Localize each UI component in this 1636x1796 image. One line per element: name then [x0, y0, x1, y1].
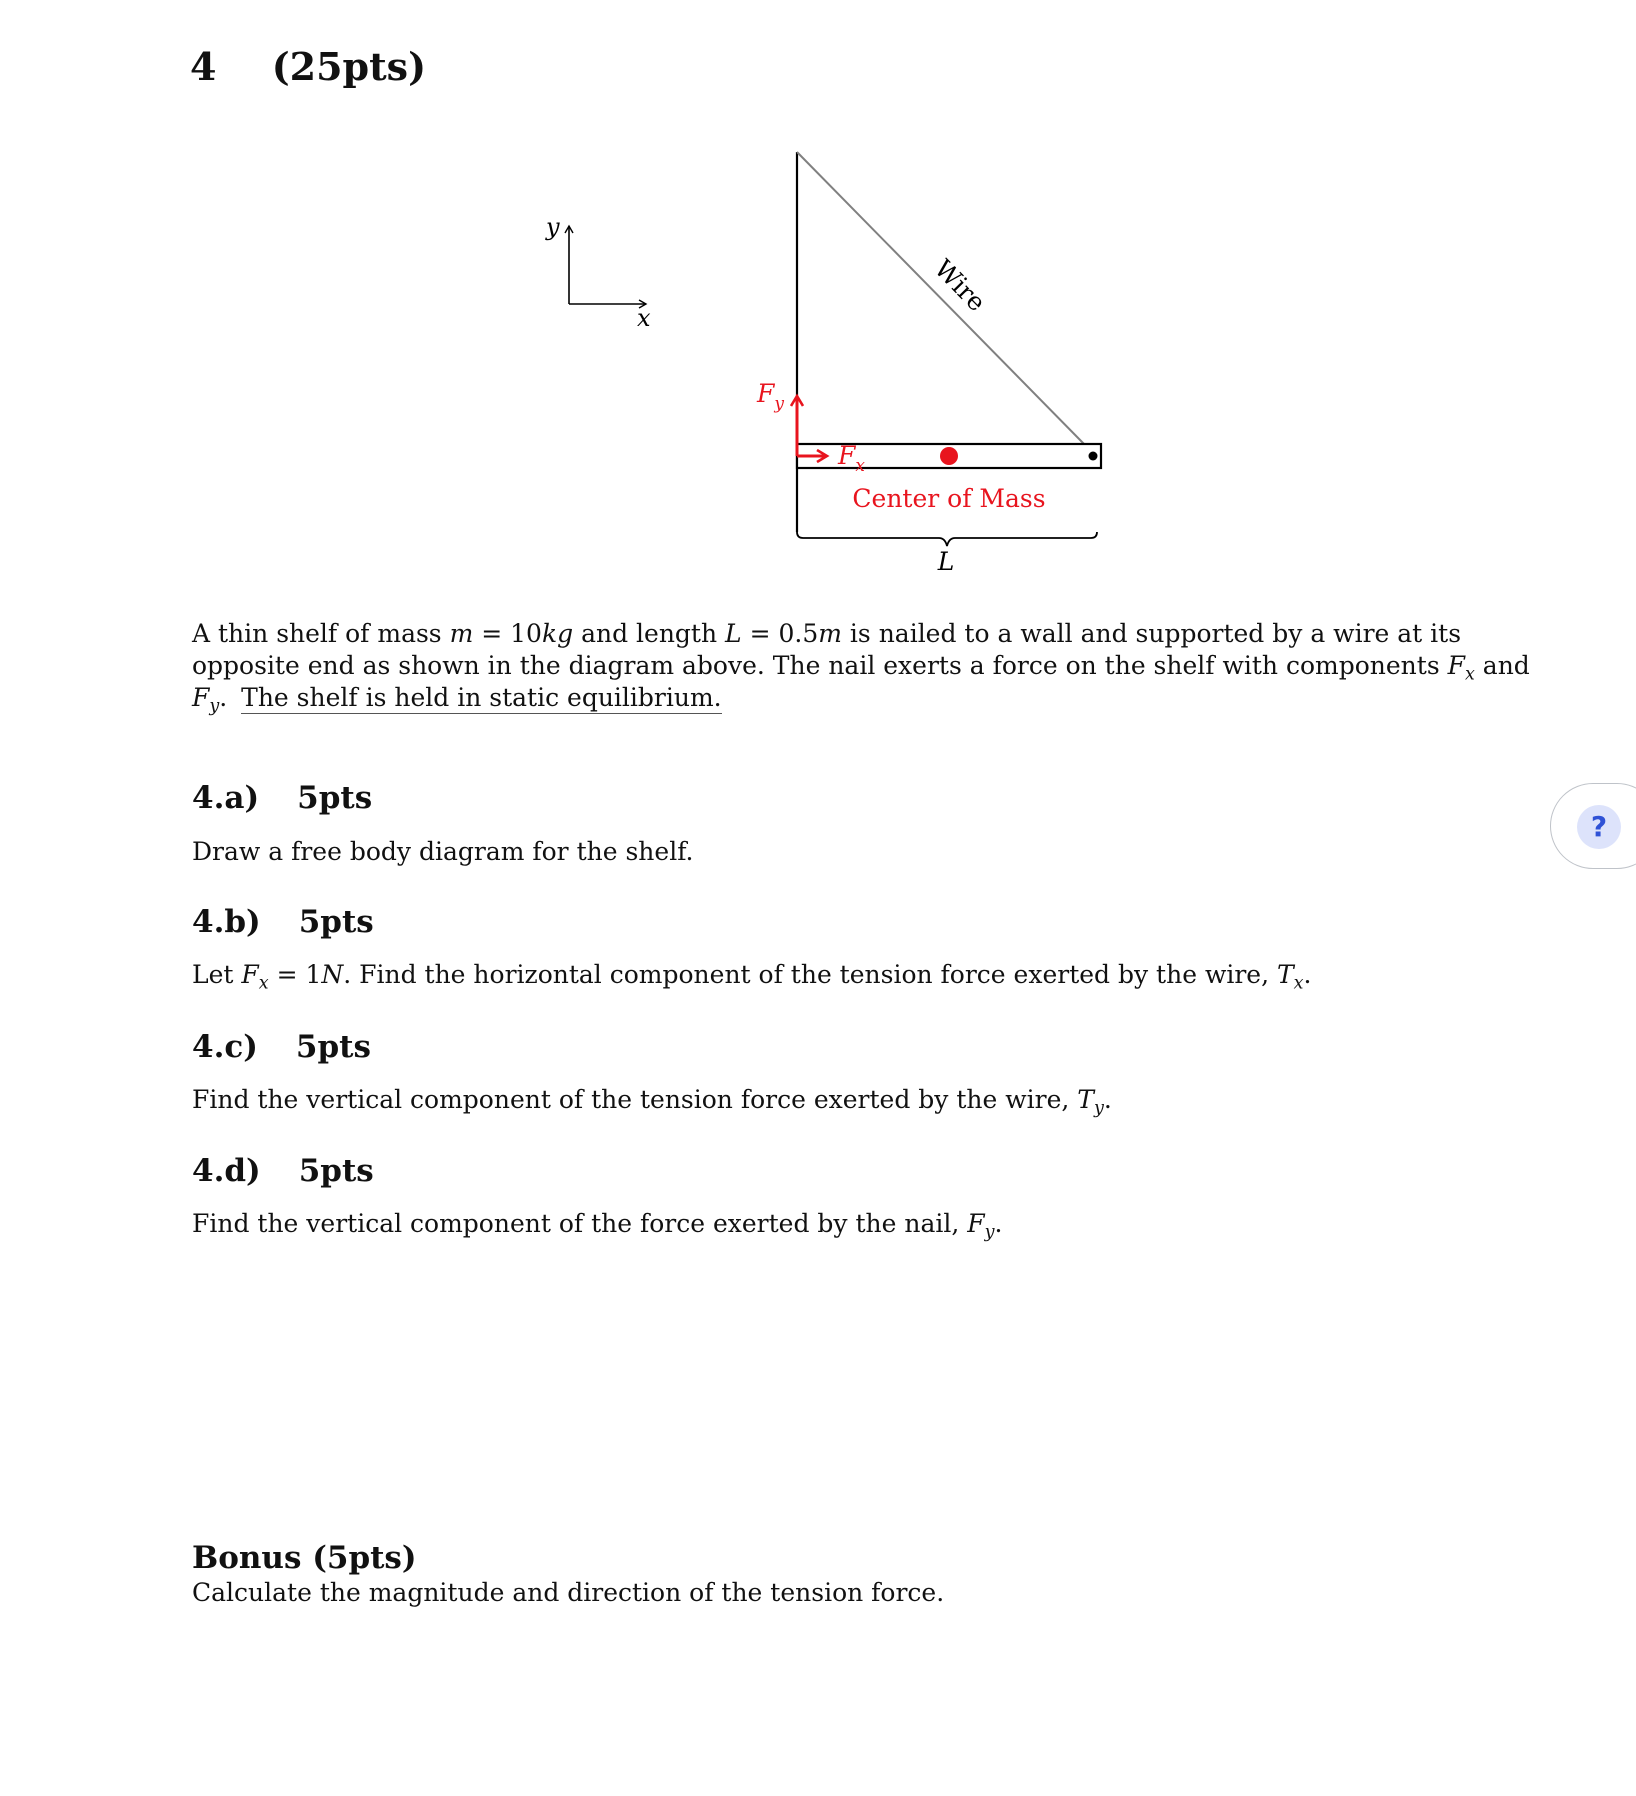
- shelf-diagram: [0, 0, 1636, 600]
- bonus-heading: Bonus (5pts): [192, 1540, 417, 1576]
- part-c-heading: 4.c) 5pts: [192, 1029, 371, 1065]
- bonus-text: Calculate the magnitude and direction of the tension force.: [192, 1578, 945, 1607]
- problem-statement: [192, 618, 1530, 717]
- y-axis-label: y: [546, 213, 560, 241]
- problem-points: (25pts): [271, 44, 427, 89]
- wire-attachment-point: [1089, 452, 1098, 461]
- part-b-heading: 4.b) 5pts: [192, 904, 374, 940]
- fx-label: $F_x$: [838, 441, 865, 476]
- wire-label: Wire: [928, 253, 992, 318]
- wire: [797, 152, 1085, 445]
- part-d-heading: 4.d) 5pts: [192, 1153, 374, 1189]
- coordinate-axes: [545, 213, 651, 332]
- part-c-text: Find the vertical component of the tension force exerted by the wire, $T_y$.: [192, 1085, 1112, 1119]
- center-of-mass-label: Center of Mass: [852, 484, 1046, 513]
- statement-line-2: opposite end as shown in the diagram above. The nail exerts a force on the shelf with components $F_x$ and: [192, 651, 1530, 685]
- length-brace: [797, 532, 1097, 546]
- statement-line-3: $F_y$. The shelf is held in static equilibrium.: [192, 683, 722, 717]
- highlighted-sentence: The shelf is held in static equilibrium.: [241, 683, 722, 712]
- problem-number: 4: [190, 44, 217, 89]
- center-of-mass-dot: [940, 447, 958, 465]
- fy-label: $F_y$: [757, 379, 784, 414]
- part-b-text: Let $F_x = 1N$. Find the horizontal component of the tension force exerted by the wire, $T_x$.: [192, 960, 1312, 994]
- part-d-text: Find the vertical component of the force exerted by the nail, $F_y$.: [192, 1209, 1003, 1243]
- length-label: L: [937, 547, 955, 576]
- x-axis-label: x: [637, 304, 651, 332]
- help-tab[interactable]: [1550, 783, 1636, 869]
- part-a-text: Draw a free body diagram for the shelf.: [192, 837, 694, 866]
- part-a-heading: 4.a) 5pts: [192, 780, 373, 816]
- statement-line-1: A thin shelf of mass m = 10kg and length L = 0.5m is nailed to a wall and supported by a wire at its: [192, 619, 1462, 648]
- help-button[interactable]: ?: [1577, 805, 1621, 849]
